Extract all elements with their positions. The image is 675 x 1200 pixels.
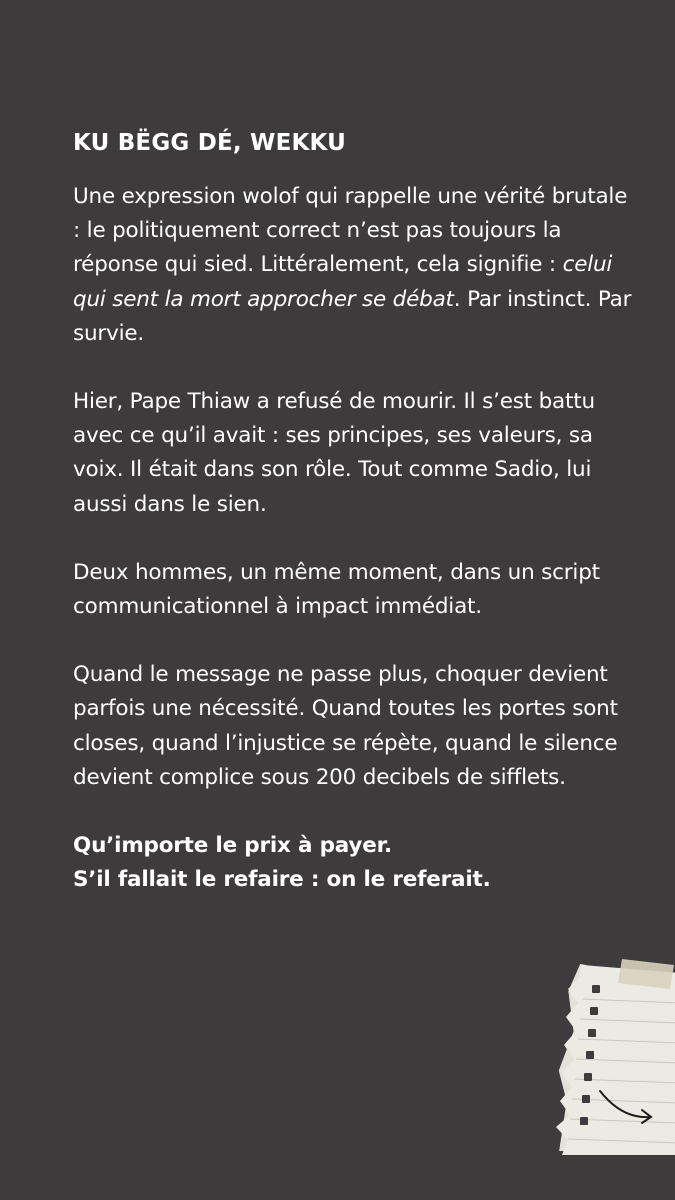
article-title: KU BËGG DÉ, WEKKU	[73, 130, 347, 156]
closing-line-1: Qu’importe le prix à payer.	[73, 833, 392, 859]
definition-intro: Une expression wolof qui rappelle une vérité brutale : le politiquement correct n’est pas toujours la réponse qui sied. Littéralement, cela signifie :	[73, 184, 628, 278]
definition-italic: celui qui sent la mort approcher se débat	[73, 252, 613, 312]
paragraph-pape-thiaw: Hier, Pape Thiaw a refusé de mourir. Il s’est battu avec ce qu’il avait : ses principes, ses valeurs, sa voix. Il était dans son rôle. Tout comme Sadio, lui aussi dans le sien.	[73, 389, 595, 517]
torn-notebook-paper-icon	[552, 955, 675, 1155]
closing-statement	[73, 829, 633, 897]
paragraph-two-men: Deux hommes, un même moment, dans un script communicationnel à impact immédiat.	[73, 559, 600, 620]
main-sheet	[556, 965, 675, 1155]
article-body	[73, 128, 633, 931]
closing-line-2: S’il fallait le refaire : on le referait.	[73, 867, 491, 893]
definition-outro: . Par instinct. Par survie.	[73, 286, 632, 346]
paragraph-message: Quand le message ne passe plus, choquer devient parfois une nécessité. Quand toutes les portes sont closes, quand l’injustice se répète, quand le silence devient complice sous 200 decibels de sifflets.	[73, 662, 618, 790]
paragraph-definition	[73, 180, 633, 351]
